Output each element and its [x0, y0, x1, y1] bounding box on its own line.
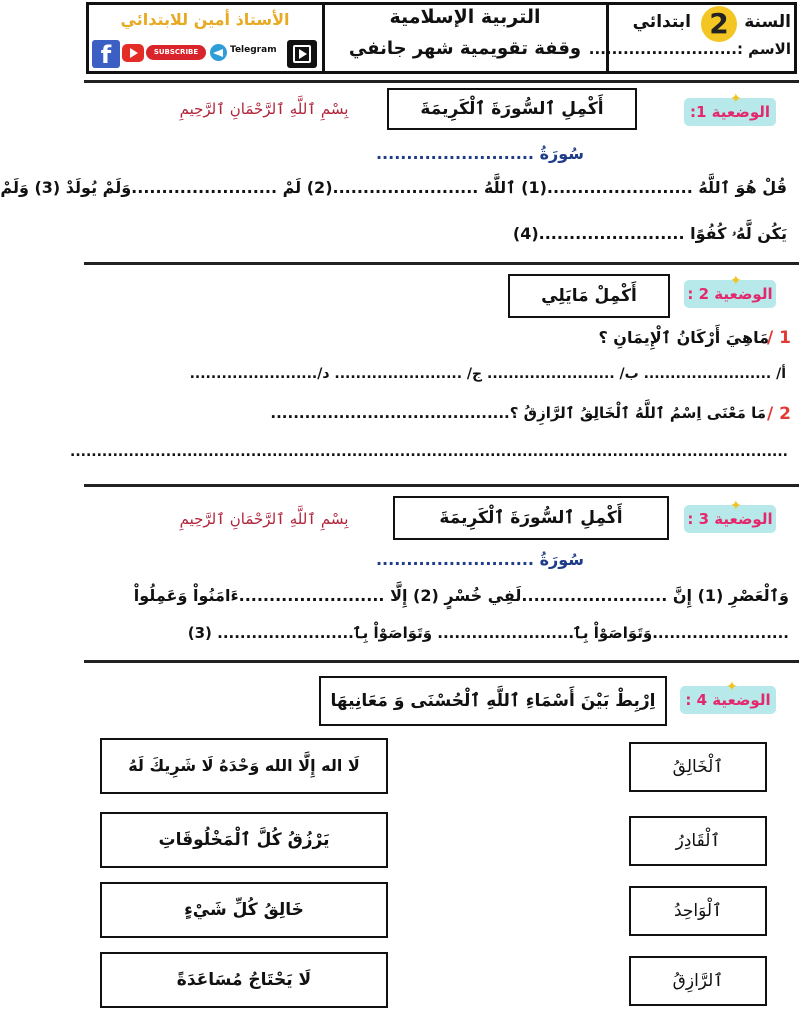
star-icon: ✦ [726, 679, 738, 695]
question-1-number: 1 / [767, 328, 791, 348]
year-label: السنة [744, 12, 791, 32]
telegram-label: Telegram [230, 45, 277, 55]
name-box-1[interactable]: ٱلْخَالِقُ [629, 742, 767, 792]
video-player-icon [287, 40, 317, 68]
subject-title: التربية الإسلامية [389, 6, 541, 28]
verse-line-2: يَكُن لَّهُۥ كُفُوًا ........................(4) [512, 224, 787, 243]
surah-name-line: سُورَةُ .......................... [375, 550, 584, 569]
name-box-4[interactable]: ٱلرَّازِقُ [629, 956, 767, 1006]
question-1-text: مَاهِيَ أَرْكَانُ ٱلْإِيمَانِ ؟ [598, 328, 769, 347]
situation-2-label: الوضعية 2 : [684, 280, 776, 308]
basmala: بِسْمِ ٱللَّهِ ٱلرَّحْمَانِ ٱلرَّحِيمِ [179, 510, 349, 528]
separator-4 [84, 660, 799, 663]
situation-2-instruction: أَكْمِلْ مَايَلِي [508, 274, 670, 318]
separator-3 [84, 484, 799, 487]
situation-4-label: الوضعية 4 : [680, 686, 776, 714]
telegram-icon [210, 44, 227, 61]
question-2-number: 2 / [767, 404, 791, 424]
exam-title: وقفة تقويمية شهر جانفي [348, 38, 582, 59]
question-2-text: مَا مَعْنَى اِسْمُ ٱللَّهُ ٱلْخَالِقُ ٱلرَّازِقُ ؟.......................................... [270, 404, 766, 422]
question-1-answers: أ/ ........................ ب/ ........................ ج/ ........................ د/........................ [189, 366, 786, 382]
youtube-icon [122, 44, 144, 62]
situation-3-instruction: أَكْمِلِ ٱلسُّورَةَ ٱلْكَرِيمَةَ [393, 496, 669, 540]
subscribe-button: SUBSCRIBE [146, 45, 206, 60]
teacher-name: الأستاذ أمين للابتدائي [120, 10, 290, 29]
separator-2 [84, 262, 799, 265]
meaning-box-3[interactable]: خَالِقُ كُلِّ شَيْءٍ [100, 882, 388, 938]
surah-name-line: سُورَةُ .......................... [375, 144, 584, 163]
verse-line-2: ........................وَتَوَاصَوْاْ بِٱ........................ وَتَوَاصَوْاْ بِٱ........................ (3) [187, 624, 789, 642]
meaning-box-1[interactable]: لَا اله إِلَّا الله وَحْدَهُ لَا شَرِيكَ لَهُ [100, 738, 388, 794]
question-2-answer-line: ....................................................................................................................................... [70, 444, 788, 460]
verse-line-1: قُلْ هُوَ ٱللَّهُ ........................(1) ٱللَّهُ ........................(2) لَمْ ........................وَلَمْ يُولَدْ (3) وَلَمْ [0, 178, 787, 197]
year-level: ابتدائي [632, 12, 691, 32]
situation-4-instruction: اِرْبِطْ بَيْنَ أَسْمَاءِ ٱللَّهِ ٱلْحُسْنَى وَ مَعَانِيهَا [319, 676, 667, 726]
situation-1-instruction: أَكْمِلِ ٱلسُّورَةَ ٱلْكَرِيمَةَ [387, 88, 637, 130]
facebook-icon: f [92, 40, 120, 68]
name-field: الاسم :.......................... [588, 40, 791, 58]
header-divider-right [606, 2, 609, 74]
separator-1 [84, 80, 799, 83]
verse-line-1: وَٱلْعَصْرِ (1) إِنَّ ........................لَفِي خُسْرٍ (2) إِلَّا ........................ءَامَنُواْ وَعَمِلُواْ [133, 586, 789, 605]
basmala: بِسْمِ ٱللَّهِ ٱلرَّحْمَانِ ٱلرَّحِيمِ [179, 100, 349, 118]
name-box-2[interactable]: ٱلْقَادِرُ [629, 816, 767, 866]
situation-3-label: الوضعية 3 : [684, 505, 776, 533]
name-box-3[interactable]: ٱلْوَاحِدُ [629, 886, 767, 936]
year-number-badge: 2 [701, 6, 737, 42]
meaning-box-4[interactable]: لَا يَحْتَاجُ مُسَاعَدَةً [100, 952, 388, 1008]
situation-1-label: الوضعية 1: [684, 98, 776, 126]
star-icon: ✦ [730, 273, 742, 289]
star-icon: ✦ [730, 91, 742, 107]
meaning-box-2[interactable]: يَرْزُقُ كُلَّ ٱلْمَخْلُوقَاتِ [100, 812, 388, 868]
star-icon: ✦ [730, 498, 742, 514]
